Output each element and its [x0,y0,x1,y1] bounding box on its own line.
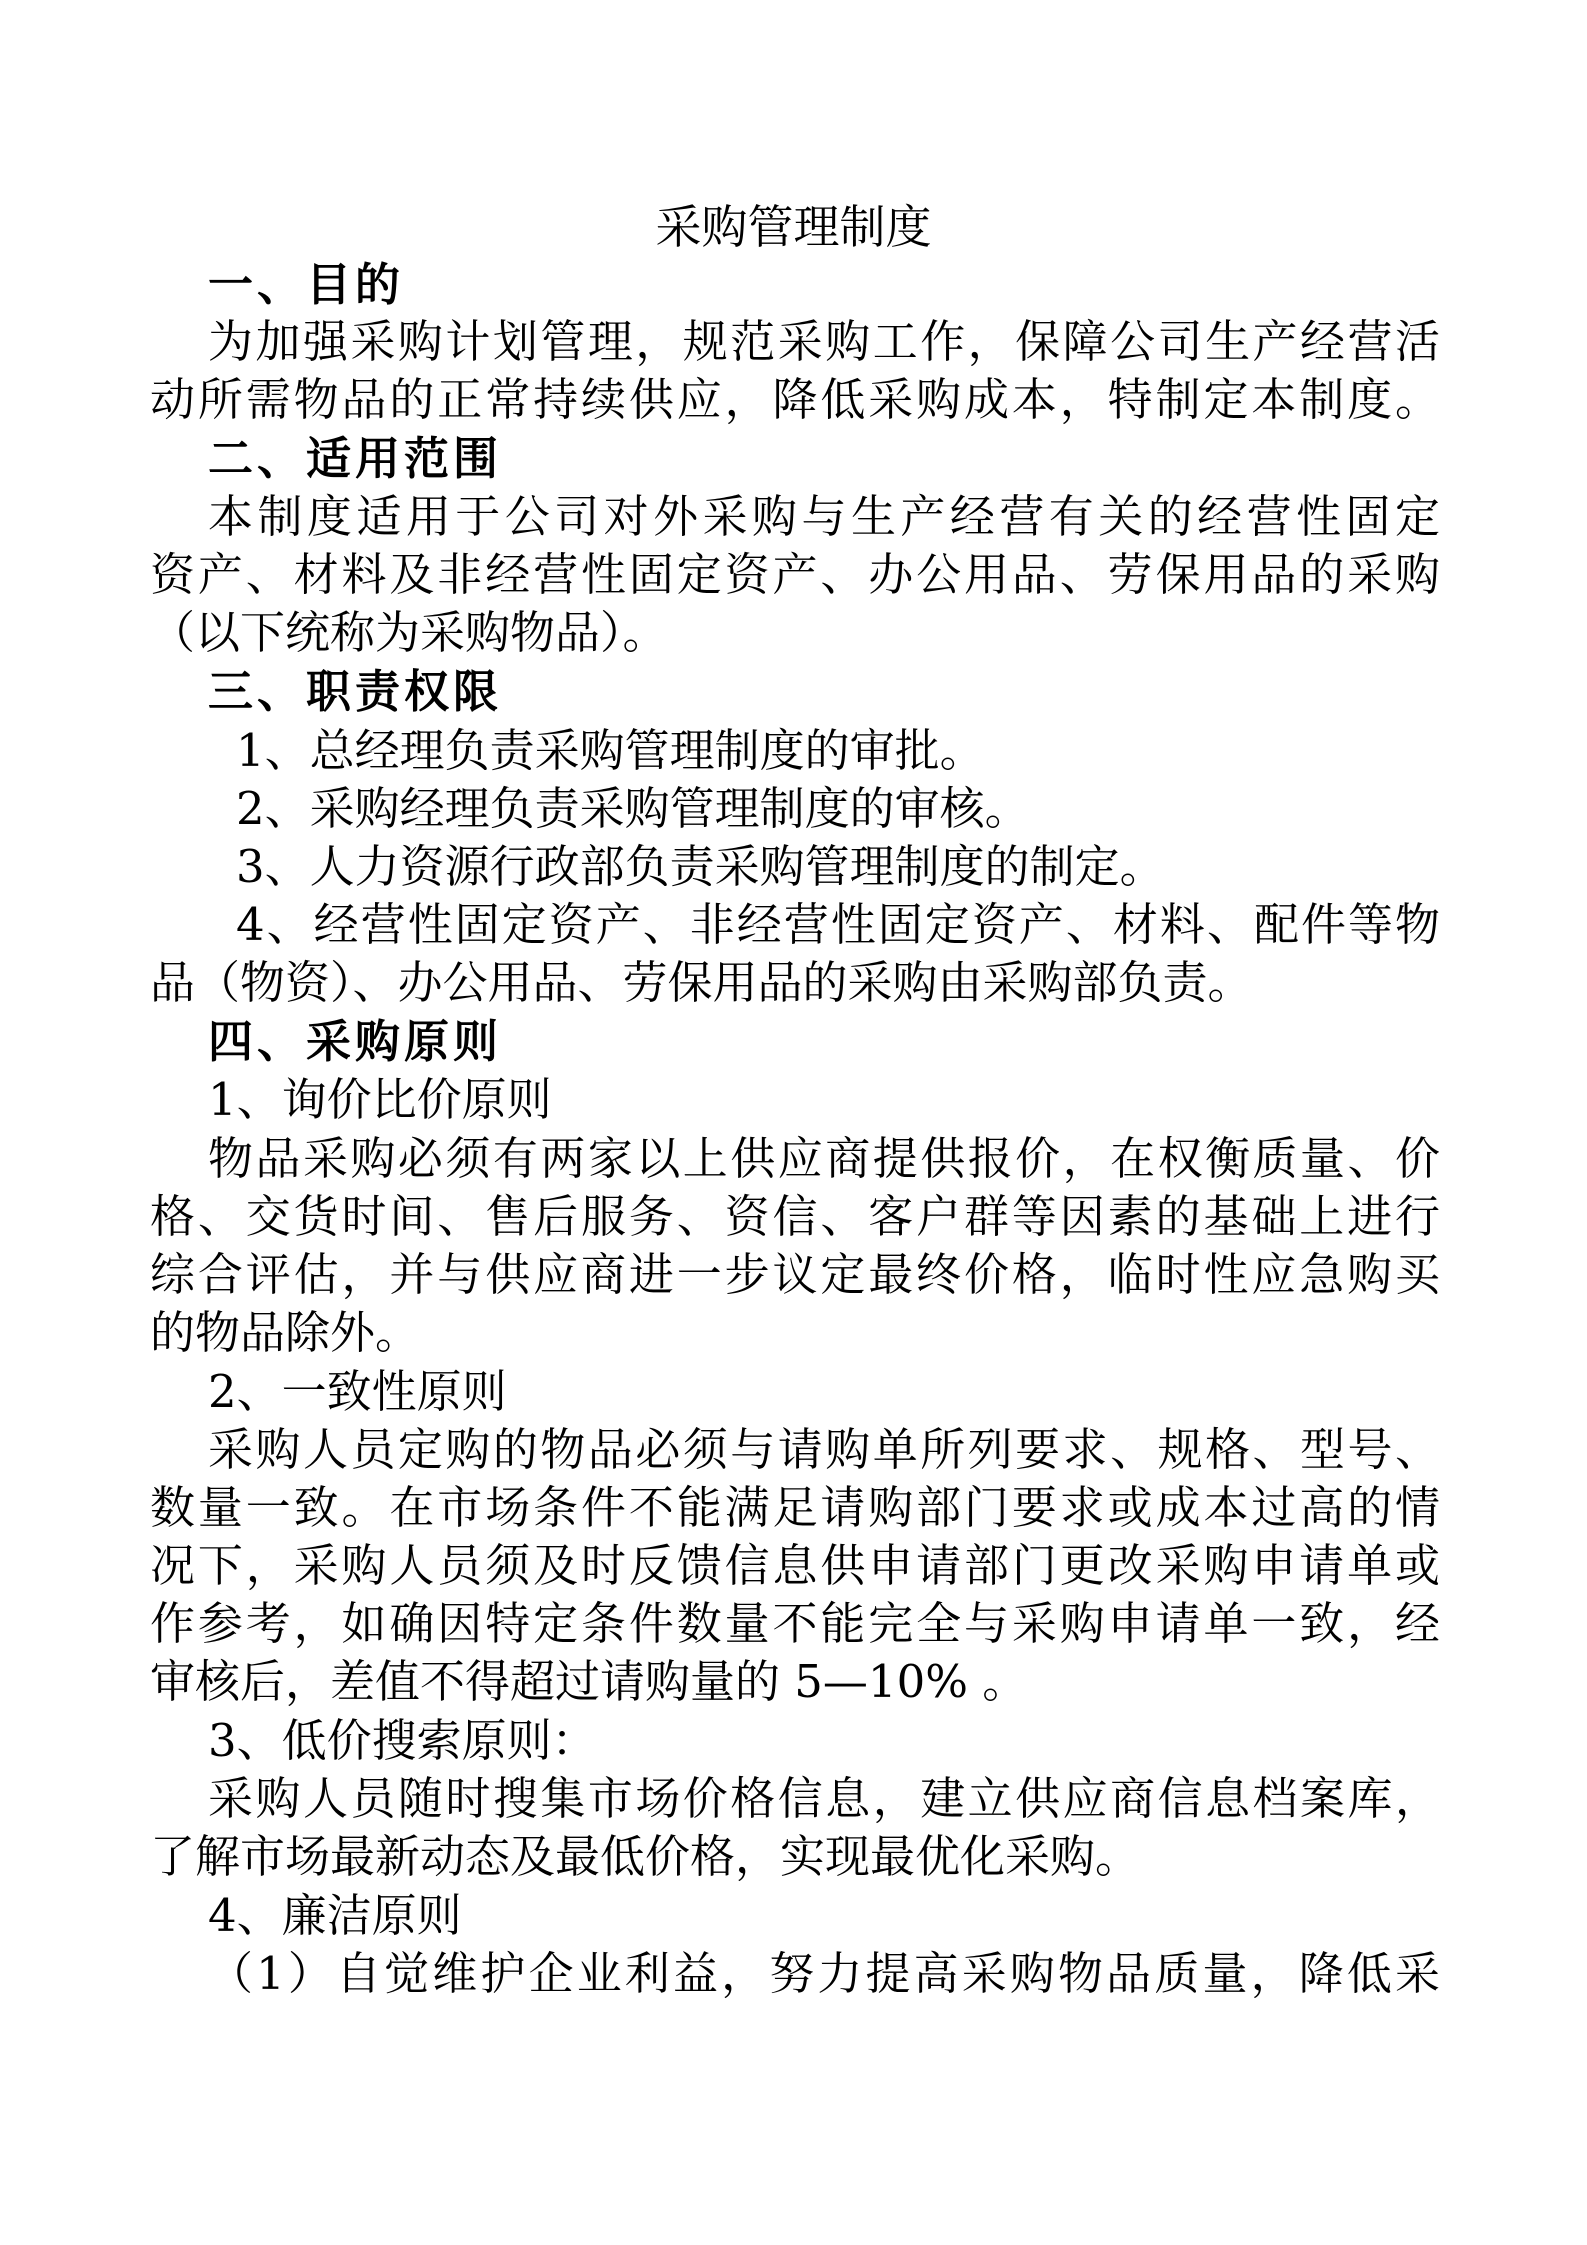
paragraph-line: （1）自觉维护企业利益，努力提高采购物品质量，降低采 [208,1947,1440,2000]
responsibility-item-4: 4、经营性固定资产、非经营性固定资产、材料、配件等物 [236,898,1440,951]
responsibility-item-2: 2、采购经理负责采购管理制度的审核。 [236,782,1030,835]
paragraph-line: 了解市场最新动态及最低价格，实现最优化采购。 [150,1830,1141,1883]
paragraph-line: 综合评估，并与供应商进一步议定最终价格，临时性应急购买 [150,1248,1440,1301]
principle-heading-3: 3、低价搜索原则： [208,1714,597,1767]
principle-heading-4: 4、廉洁原则 [208,1889,462,1942]
paragraph-line: 数量一致。在市场条件不能满足请购部门要求或成本过高的情 [150,1481,1440,1534]
paragraph-line: 审核后，差值不得超过请购量的 5—10% 。 [150,1655,1028,1708]
paragraph-line: 格、交货时间、售后服务、资信、客户群等因素的基础上进行 [150,1190,1440,1243]
responsibility-item-3: 3、人力资源行政部负责采购管理制度的制定。 [236,840,1165,893]
paragraph-line: 本制度适用于公司对外采购与生产经营有关的经营性固定 [208,490,1440,543]
paragraph-line: 为加强采购计划管理，规范采购工作，保障公司生产经营活 [208,315,1440,368]
paragraph-line: 品（物资）、办公用品、劳保用品的采购由采购部负责。 [150,956,1253,1009]
section-heading-purpose: 一、目的 [208,258,405,311]
paragraph-line: 动所需物品的正常持续供应，降低采购成本，特制定本制度。 [150,373,1440,426]
paragraph-line: 的物品除外。 [150,1306,421,1359]
principle-heading-1: 1、询价比价原则 [208,1073,552,1126]
responsibility-item-1: 1、总经理负责采购管理制度的审批。 [236,724,985,777]
section-heading-responsibilities: 三、职责权限 [208,665,503,718]
paragraph-line: 况下，采购人员须及时反馈信息供申请部门更改采购申请单或 [150,1539,1440,1592]
principle-heading-2: 2、一致性原则 [208,1365,507,1418]
paragraph-line: （以下统称为采购物品）。 [150,606,668,659]
section-heading-principles: 四、采购原则 [208,1015,503,1068]
paragraph-line: 采购人员随时搜集市场价格信息，建立供应商信息档案库， [208,1772,1440,1825]
paragraph-line: 采购人员定购的物品必须与请购单所列要求、规格、型号、 [208,1423,1440,1476]
paragraph-line: 物品采购必须有两家以上供应商提供报价，在权衡质量、价 [208,1132,1440,1185]
section-heading-scope: 二、适用范围 [208,432,503,485]
document-title: 采购管理制度 [655,200,932,254]
paragraph-line: 资产、材料及非经营性固定资产、办公用品、劳保用品的采购 [150,548,1440,601]
paragraph-line: 作参考，如确因特定条件数量不能完全与采购申请单一致，经 [150,1597,1440,1650]
